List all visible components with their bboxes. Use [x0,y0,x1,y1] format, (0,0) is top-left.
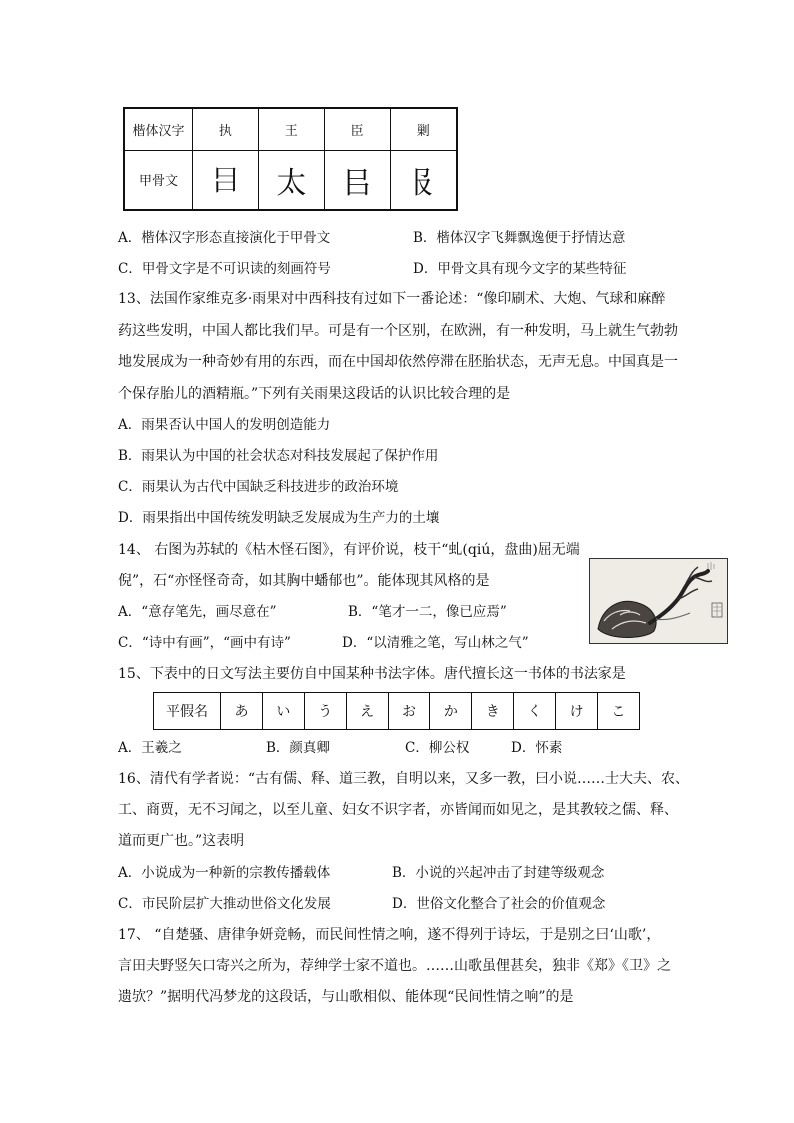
q16-option-d: D．世俗文化整合了社会的价值观念 [392,896,606,912]
q16-stem-line-3: 道而更广也。”这表明 [118,833,245,849]
kana-cell: き [472,693,514,730]
q15-stem: 15、下表中的日文写法主要仿自中国某种书法字体。唐代擅长这一书体的书法家是 [118,666,626,682]
q13-option-d: D．雨果指出中国传统发明缺乏发展成为生产力的土壤 [118,510,440,526]
q14-option-d: D．“以清雅之笔，写山林之气” [342,635,529,651]
q13-option-c: C．雨果认为古代中国缺乏科技进步的政治环境 [118,479,399,495]
kana-cell: け [556,693,598,730]
hiragana-table [153,692,640,730]
kaishu-char-4: 剿 [390,108,457,150]
q15-option-a: A．王羲之 [118,740,182,756]
q14-option-a: A．“意存笔先，画尽意在” [118,604,277,620]
q13-stem-line-1: 13、法国作家维克多·雨果对中西科技有过如下一番论述：“像印刷术、大炮、气球和麻醉 [118,291,666,307]
kana-cell: う [304,693,346,730]
kana-cell: い [262,693,304,730]
kaishu-char-3: 臣 [324,108,390,150]
q17-stem-line-3: 遗欤？”据明代冯梦龙的这段话，与山歌相似、能体现“民间性情之响”的是 [118,989,574,1005]
oracle-bone-table [123,107,458,211]
kana-cell: お [388,693,430,730]
hiragana-header: 平假名 [154,693,221,730]
q14-option-c: C．“诗中有画”，“画中有诗” [118,635,291,651]
q13-option-a: A．雨果否认中国人的发明创造能力 [118,417,331,433]
q17-stem-line-2: 言田夫野竖矢口寄兴之所为，荐绅学士家不道也。……山歌虽俚甚矣，独非《郑》《卫》之 [118,958,671,974]
withered-tree-rock-painting [589,558,728,644]
q13-option-b: B．雨果认为中国的社会状态对科技发展起了保护作用 [118,448,439,464]
oracle-glyph-2: 太 [258,150,324,210]
q14-stem-line-1: 14、 右图为苏轼的《枯木怪石图》，有评价说，枝干“虬(qiú，盘曲)屈无端 [118,542,580,558]
kana-cell: え [346,693,388,730]
q13-stem-line-2: 药这些发明，中国人都比我们早。可是有一个区别，在欧洲，有一种发明，马上就生气勃勃 [118,323,678,339]
q16-stem-line-1: 16、清代有学者说：“古有儒、释、道三教，自明以来，又多一教，曰小说……士大夫、农、 [118,771,689,787]
kana-cell: く [514,693,556,730]
q16-option-a: A．小说成为一种新的宗教传播载体 [118,865,331,881]
oracle-glyph-3: 㠯 [324,150,390,210]
q14-stem-line-2: 倪”，石“亦怪怪奇奇，如其胸中蟠郁也”。能体现其风格的是 [118,573,490,589]
table-header-kaishu: 楷体汉字 [124,108,193,150]
oracle-glyph-1: 𤕪 [193,150,259,210]
q12-option-d: D．甲骨文具有现今文字的某些特征 [413,261,627,277]
q16-option-b: B．小说的兴起冲击了封建等级观念 [392,865,605,881]
q13-stem-line-3: 地发展成为一种奇妙有用的东西，而在中国却依然停滞在胚胎状态，无声无息。中国真是一 [118,354,678,370]
kaishu-char-1: 执 [193,108,259,150]
q14-option-b: B．“笔才一二，像已应焉” [348,604,507,620]
oracle-glyph-4: 𠬝 [390,150,457,210]
kana-cell: こ [598,693,640,730]
q12-option-c: C．甲骨文字是不可识读的刻画符号 [118,261,331,277]
q16-option-c: C．市民阶层扩大推动世俗文化发展 [118,896,331,912]
q15-option-b: B．颜真卿 [266,740,330,756]
q12-option-a: A．楷体汉字形态直接演化于甲骨文 [118,230,331,246]
q15-option-c: C．柳公权 [405,740,470,756]
q15-option-d: D．怀素 [511,740,563,756]
kana-cell: あ [221,693,263,730]
q13-stem-line-4: 个保存胎儿的酒精瓶。”下列有关雨果这段话的认识比较合理的是 [118,386,511,402]
kaishu-char-2: 王 [258,108,324,150]
q16-stem-line-2: 工、商贾，无不习闻之，以至儿童、妇女不识字者，亦皆闻而如见之，是其教较之儒、释、 [118,802,678,818]
q17-stem-line-1: 17、 “自楚骚、唐律争妍竞畅，而民间性情之响，遂不得列于诗坛，于是别之曰‘山歌’， [118,927,661,943]
kana-cell: か [430,693,472,730]
table-header-jiaguwen: 甲骨文 [124,150,193,210]
q12-option-b: B．楷体汉字飞舞飘逸便于抒情达意 [413,230,626,246]
